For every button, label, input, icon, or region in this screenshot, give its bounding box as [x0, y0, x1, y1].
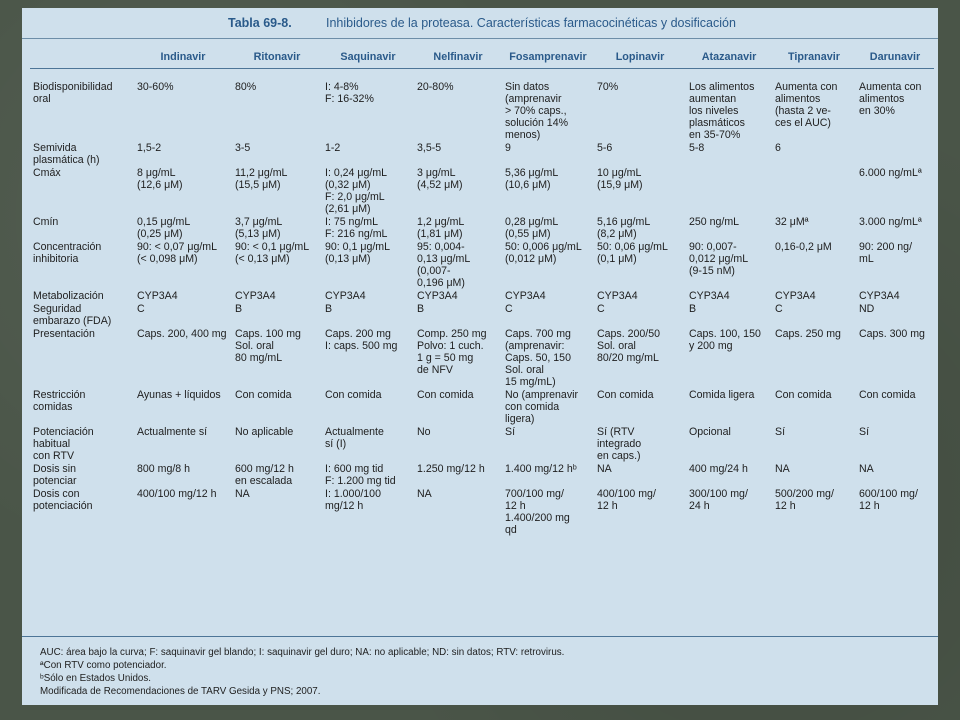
cell-darunavir: CYP3A4 — [859, 290, 900, 302]
cell-darunavir: Con comida — [859, 389, 916, 401]
cell-indinavir: C — [137, 303, 145, 315]
table-row — [30, 289, 934, 302]
cell-ritonavir: 80% — [235, 81, 257, 93]
cell-fosamprenavir: 1.400 mg/12 hᵇ — [505, 463, 577, 475]
cell-indinavir: 0,15 μg/mL (0,25 μM) — [137, 216, 191, 240]
cell-atazanavir: 300/100 mg/ 24 h — [689, 488, 748, 512]
cell-fosamprenavir: CYP3A4 — [505, 290, 546, 302]
header-cell-blank — [30, 46, 134, 69]
cell-lopinavir: C — [597, 303, 605, 315]
cell-saquinavir: I: 0,24 μg/mL (0,32 μM) F: 2,0 μg/mL (2,61 μM) — [325, 167, 388, 215]
cell-lopinavir: 5,16 μg/mL (8,2 μM) — [597, 216, 651, 240]
cell-ritonavir: B — [235, 303, 243, 315]
table-row — [30, 425, 934, 462]
cell-lopinavir: NA — [597, 463, 612, 475]
cell-lopinavir: 50: 0,06 μg/mL (0,1 μM) — [597, 241, 668, 265]
cell-indinavir: 30-60% — [137, 81, 174, 93]
cell-tipranavir: 32 μMª — [775, 216, 809, 228]
cell-tipranavir: 500/200 mg/ 12 h — [775, 488, 834, 512]
cell-indinavir: 90: < 0,07 μg/mL (< 0,098 μM) — [137, 241, 218, 265]
row-label: Cmín — [33, 216, 59, 228]
cell-darunavir: ND — [859, 303, 875, 315]
cell-saquinavir: I: 600 mg tid F: 1.200 mg tid — [325, 463, 396, 487]
table-row — [30, 166, 934, 215]
table-row — [30, 215, 934, 240]
header-row — [30, 46, 934, 69]
table-row — [30, 462, 934, 487]
cell-fosamprenavir: C — [505, 303, 513, 315]
table-row — [30, 327, 934, 388]
cell-atazanavir: 90: 0,007- 0,012 μg/mL (9-15 nM) — [689, 241, 749, 277]
cell-atazanavir: Comida ligera — [689, 389, 755, 401]
cell-nelfinavir: Comp. 250 mg Polvo: 1 cuch. 1 g = 50 mg de NFV — [417, 328, 487, 376]
table-title-bar — [22, 8, 938, 39]
table-page — [22, 8, 938, 705]
cell-lopinavir: 5-6 — [597, 142, 613, 154]
cell-darunavir: 3.000 ng/mLª — [859, 216, 922, 228]
protease-inhibitors-table — [30, 46, 934, 536]
cell-lopinavir: Caps. 200/50 Sol. oral 80/20 mg/mL — [597, 328, 661, 364]
cell-ritonavir: No aplicable — [235, 426, 294, 438]
row-label: Biodisponibilidad oral — [33, 81, 113, 105]
cell-saquinavir: B — [325, 303, 333, 315]
cell-atazanavir: 400 mg/24 h — [689, 463, 748, 475]
cell-indinavir: 800 mg/8 h — [137, 463, 191, 475]
header-indinavir: Indinavir — [134, 46, 232, 69]
row-label: Presentación — [33, 328, 95, 340]
cell-fosamprenavir: No (amprenavir con comida ligera) — [505, 389, 579, 425]
cell-nelfinavir: 95: 0,004- 0,13 μg/mL (0,007- 0,196 μM) — [417, 241, 471, 289]
header-lopinavir: Lopinavir — [594, 46, 686, 69]
cell-indinavir: CYP3A4 — [137, 290, 178, 302]
table-title: Inhibidores de la proteasa. Características farmacocinéticas y dosificación — [326, 16, 736, 30]
cell-saquinavir: CYP3A4 — [325, 290, 366, 302]
cell-atazanavir: CYP3A4 — [689, 290, 730, 302]
cell-lopinavir: Con comida — [597, 389, 654, 401]
cell-fosamprenavir: Caps. 700 mg (amprenavir: Caps. 50, 150 Sol. oral 15 mg/mL) — [505, 328, 571, 388]
cell-tipranavir: Aumenta con alimentos (hasta 2 ve- ces el AUC) — [775, 81, 838, 129]
cell-saquinavir: 90: 0,1 μg/mL (0,13 μM) — [325, 241, 390, 265]
table-row — [30, 487, 934, 536]
cell-saquinavir: Con comida — [325, 389, 382, 401]
cell-darunavir: NA — [859, 463, 874, 475]
cell-ritonavir: Caps. 100 mg Sol. oral 80 mg/mL — [235, 328, 301, 364]
header-nelfinavir: Nelfinavir — [414, 46, 502, 69]
cell-lopinavir: 70% — [597, 81, 619, 93]
cell-lopinavir: Sí (RTV integrado en caps.) — [597, 426, 642, 462]
cell-fosamprenavir: Sin datos (amprenavir > 70% caps., solución 14% menos) — [505, 81, 569, 141]
cell-darunavir: Caps. 300 mg — [859, 328, 925, 340]
cell-saquinavir: Caps. 200 mg I: caps. 500 mg — [325, 328, 398, 352]
cell-fosamprenavir: 50: 0,006 μg/mL (0,012 μM) — [505, 241, 582, 265]
cell-ritonavir: 11,2 μg/mL (15,5 μM) — [235, 167, 288, 191]
cell-nelfinavir: NA — [417, 488, 432, 500]
cell-saquinavir: 1-2 — [325, 142, 341, 154]
cell-atazanavir: 250 ng/mL — [689, 216, 740, 228]
cell-nelfinavir: 3,5-5 — [417, 142, 442, 154]
header-saquinavir: Saquinavir — [322, 46, 414, 69]
header-ritonavir: Ritonavir — [232, 46, 322, 69]
footnote-a: ªCon RTV como potenciador. — [40, 660, 167, 671]
row-label: Potenciación habitual con RTV — [33, 426, 94, 462]
cell-nelfinavir: CYP3A4 — [417, 290, 458, 302]
cell-darunavir — [856, 141, 934, 166]
cell-darunavir: 6.000 ng/mLª — [859, 167, 922, 179]
cell-nelfinavir: 1,2 μg/mL (1,81 μM) — [417, 216, 465, 240]
cell-fosamprenavir: Sí — [505, 426, 516, 438]
cell-indinavir: Ayunas + líquidos — [137, 389, 221, 401]
footnote-b: ᵇSólo en Estados Unidos. — [40, 673, 151, 684]
row-label: Dosis sin potenciar — [33, 463, 77, 487]
row-label: Seguridad embarazo (FDA) — [33, 303, 112, 327]
cell-indinavir: Actualmente sí — [137, 426, 208, 438]
footnote-abbreviations: AUC: área bajo la curva; F: saquinavir gel blando; I: saquinavir gel duro; NA: no aplicable; ND: sin datos; RTV: retrovirus. — [40, 647, 565, 658]
cell-fosamprenavir: 700/100 mg/ 12 h 1.400/200 mg qd — [505, 488, 570, 536]
cell-ritonavir: CYP3A4 — [235, 290, 276, 302]
cell-tipranavir: NA — [775, 463, 790, 475]
cell-darunavir: Aumenta con alimentos en 30% — [859, 81, 922, 117]
cell-tipranavir: CYP3A4 — [775, 290, 816, 302]
cell-ritonavir: 3,7 μg/mL (5,13 μM) — [235, 216, 283, 240]
cell-lopinavir: 400/100 mg/ 12 h — [597, 488, 656, 512]
cell-ritonavir: 90: < 0,1 μg/mL (< 0,13 μM) — [235, 241, 310, 265]
cell-atazanavir: Caps. 100, 150 y 200 mg — [689, 328, 761, 352]
cell-atazanavir: 5-8 — [689, 142, 705, 154]
cell-tipranavir: 0,16-0,2 μM — [775, 241, 832, 253]
row-label: Cmáx — [33, 167, 61, 179]
cell-lopinavir: CYP3A4 — [597, 290, 638, 302]
table-row — [30, 141, 934, 166]
table-row — [30, 69, 934, 142]
cell-nelfinavir: Con comida — [417, 389, 474, 401]
cell-tipranavir: Sí — [775, 426, 786, 438]
row-label: Semivida plasmática (h) — [33, 142, 100, 166]
header-tipranavir: Tipranavir — [772, 46, 856, 69]
cell-saquinavir: I: 4-8% F: 16-32% — [325, 81, 374, 105]
cell-tipranavir: C — [775, 303, 783, 315]
header-fosamprenavir: Fosamprenavir — [502, 46, 594, 69]
cell-ritonavir: NA — [235, 488, 250, 500]
table-row — [30, 302, 934, 327]
header-atazanavir: Atazanavir — [686, 46, 772, 69]
cell-darunavir: 90: 200 ng/ mL — [859, 241, 913, 265]
cell-indinavir: Caps. 200, 400 mg — [137, 328, 227, 340]
cell-tipranavir: Caps. 250 mg — [775, 328, 841, 340]
row-label: Restricción comidas — [33, 389, 86, 413]
row-label: Dosis con potenciación — [33, 488, 93, 512]
row-label: Concentración inhibitoria — [33, 241, 102, 265]
cell-tipranavir: Con comida — [775, 389, 832, 401]
cell-indinavir: 1,5-2 — [137, 142, 162, 154]
cell-atazanavir: Los alimentos aumentan los niveles plasmáticos en 35-70% — [689, 81, 755, 141]
cell-fosamprenavir: 5,36 μg/mL (10,6 μM) — [505, 167, 559, 191]
header-darunavir: Darunavir — [856, 46, 934, 69]
cell-darunavir: Sí — [859, 426, 870, 438]
cell-nelfinavir: B — [417, 303, 425, 315]
cell-saquinavir: I: 1.000/100 mg/12 h — [325, 488, 381, 512]
table-body — [30, 69, 934, 537]
cell-atazanavir: Opcional — [689, 426, 731, 438]
table-row — [30, 388, 934, 425]
row-label: Metabolización — [33, 290, 104, 302]
cell-indinavir: 400/100 mg/12 h — [137, 488, 217, 500]
cell-nelfinavir: 3 μg/mL (4,52 μM) — [417, 167, 463, 191]
cell-nelfinavir: 1.250 mg/12 h — [417, 463, 485, 475]
table-footnotes — [22, 636, 938, 706]
cell-saquinavir: I: 75 ng/mL F: 216 ng/mL — [325, 216, 388, 240]
cell-nelfinavir: No — [417, 426, 431, 438]
cell-tipranavir — [772, 166, 856, 215]
cell-lopinavir: 10 μg/mL (15,9 μM) — [597, 167, 643, 191]
cell-ritonavir: Con comida — [235, 389, 292, 401]
cell-tipranavir: 6 — [775, 142, 781, 154]
table-number: Tabla 69-8. — [228, 16, 292, 30]
cell-atazanavir: B — [689, 303, 697, 315]
cell-ritonavir: 3-5 — [235, 142, 251, 154]
cell-saquinavir: Actualmente sí (I) — [325, 426, 384, 450]
cell-ritonavir: 600 mg/12 h en escalada — [235, 463, 294, 487]
cell-fosamprenavir: 0,28 μg/mL (0,55 μM) — [505, 216, 559, 240]
cell-fosamprenavir: 9 — [505, 142, 511, 154]
cell-atazanavir — [686, 166, 772, 215]
cell-indinavir: 8 μg/mL (12,6 μM) — [137, 167, 183, 191]
cell-darunavir: 600/100 mg/ 12 h — [859, 488, 918, 512]
footnote-source: Modificada de Recomendaciones de TARV Gesida y PNS; 2007. — [40, 686, 321, 697]
table-row — [30, 240, 934, 289]
cell-nelfinavir: 20-80% — [417, 81, 454, 93]
